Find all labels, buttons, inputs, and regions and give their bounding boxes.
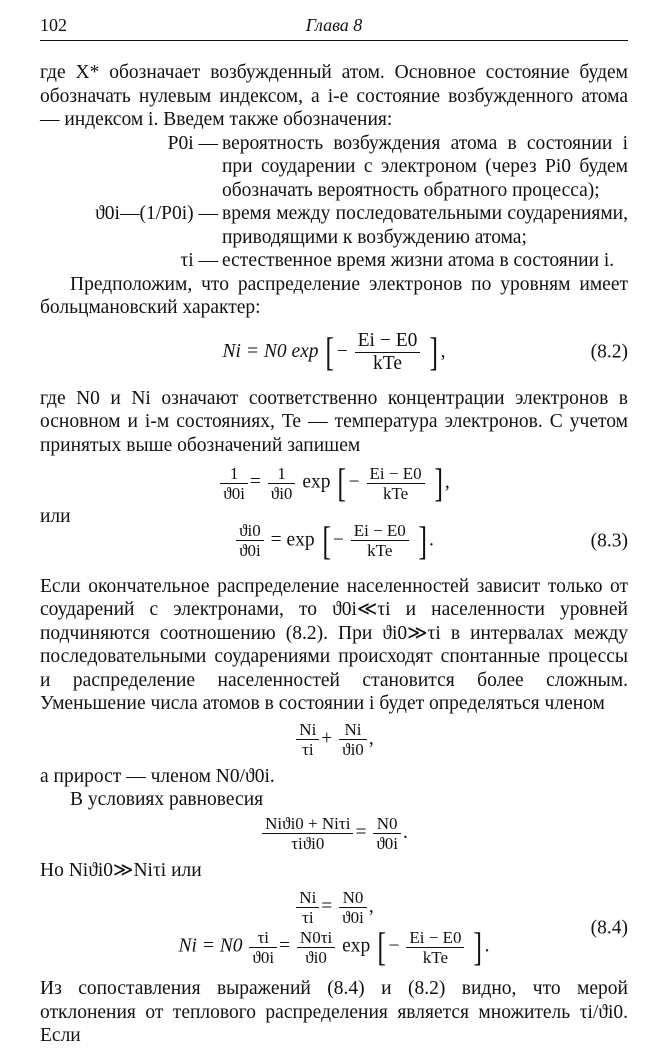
definition-text: естественное время жизни атома в состоянии i. (222, 250, 615, 271)
equation-number: (8.3) (590, 529, 628, 551)
fraction: $\frac{Ei - E0}{\text{kTe}}$ (406, 928, 464, 967)
equation-inverse-ratio: $\frac{1}{ϑ0i}$ = $\frac{1}{ϑi0}$ exp [ − $\frac{Ei - E0}{\text{kTe}}$ ] , (40, 463, 628, 503)
equation-8-4 (40, 888, 628, 967)
fraction: $\frac{ϑi0}{ϑ0i}$ (236, 521, 264, 560)
equation-line: Ni = N0 $\frac{\tau i}{ϑ0i}$ = $\frac{N0\tau i}{ϑi0}$ exp [ − $\frac{Ei - E0}{\text{kTe}}$ ] . (178, 924, 490, 969)
fraction: $\frac{Ei - E0}{\text{kTe}}$ (355, 330, 421, 375)
definition-term: τi — (180, 250, 218, 271)
definition-text: время между последовательными соударениями, приводящими к возбуждению атома; (222, 203, 628, 248)
equation-number: (8.2) (590, 341, 628, 363)
paragraph: где N0 и Ni означают соответственно концентрации электронов в основном и i-м состояниях, Te — температура электронов. С учетом принятых выше обозначений запишем (40, 387, 628, 456)
fraction: $\frac{N0\tau i}{ϑi0}$ (297, 928, 335, 967)
paragraph: где X* обозначает возбужденный атом. Основное состояние будем обозначать нулевым индексом, а i-е состояние возбужденного атома — индексом i. Введем также обозначения: (40, 62, 628, 130)
fraction: $\frac{Ni}{\tau i}$ (296, 720, 319, 759)
definition-term: P0i — (167, 132, 218, 154)
fraction: $\frac{Ei - E0}{\text{kTe}}$ (367, 464, 425, 503)
fraction: $\frac{1}{ϑi0}$ (268, 464, 296, 503)
paragraph: а прирост — членом N0/ϑ0i. (40, 765, 275, 787)
fraction: $\frac{Ei - E0}{\text{kTe}}$ (351, 521, 409, 560)
paragraph: В условиях равновесия (70, 789, 264, 810)
definition-term: ϑ0i—(1/P0i) — (95, 203, 218, 224)
equation-equilibrium: $\frac{\text{Niϑi0 + Niτi}}{\text{τiϑi0}}$ = $\frac{N0}{ϑ0i}$ . (40, 814, 628, 853)
definition-item (40, 202, 628, 249)
fraction: $\frac{Ni}{ϑi0}$ (339, 720, 367, 759)
fraction: $\frac{N0}{ϑ0i}$ (373, 814, 401, 853)
paragraph: Если окончательное распределение населенностей зависит только от соударений с электронами, то ϑ0i≪τi и населенности уровней подчиняются соотношению (8.2). При ϑi0≫τi в интервалах между последовательными соударениями происходят спонтанные процессы и распределение населенностей становится более сложным. Уменьшение числа атомов в состоянии i будет определяться членом (40, 575, 628, 714)
definition-item (40, 132, 628, 203)
fraction: $\frac{Ni}{\tau i}$ (296, 888, 319, 927)
page (40, 14, 628, 1048)
equation-8-3: $\frac{ϑi0}{ϑ0i}$ = exp [ − $\frac{Ei - E0}{\text{kTe}}$ ] . (8.3) (40, 521, 628, 561)
equation-line: $\frac{Ni}{\tau i}$ = $\frac{N0}{ϑ0i}$ , (40, 888, 628, 927)
fraction: $\frac{\tau i}{ϑ0i}$ (249, 928, 277, 967)
paragraph: Но Niϑi0≫Niτi или (40, 859, 202, 881)
page-body (40, 61, 628, 1048)
fraction: $\frac{N0}{ϑ0i}$ (339, 888, 367, 927)
paragraph: Предположим, что распределение электронов по уровням имеет больцмановский характер: (40, 273, 628, 318)
equation-decrease-term: $\frac{Ni}{\tau i}$ + $\frac{Ni}{ϑi0}$ , (40, 720, 628, 759)
definition-item (40, 249, 628, 273)
fraction: $\frac{1}{ϑ0i}$ (220, 464, 248, 503)
equation-8-2: Ni = N0 exp [ − $\frac{Ei - E0}{\text{kTe}}$ ] , (8.2) (222, 329, 628, 374)
equation-lhs: Ni = N0 exp (222, 340, 319, 362)
page-header (40, 14, 628, 41)
page-number: 102 (40, 15, 67, 35)
equation-number: (8.4) (590, 916, 628, 938)
fraction: $\frac{\text{Niϑi0 + Niτi}}{\text{τiϑi0}}$ (262, 814, 353, 853)
paragraph: Из сопоставления выражений (8.4) и (8.2) видно, что мерой отклонения от теплового распределения является множитель τi/ϑi0. Если (40, 978, 628, 1046)
definition-text: вероятность возбуждения атома в состоянии i при соударении с электроном (через Pi0 будем обозначать вероятность обратного процесса); (222, 132, 628, 201)
paragraph: или (40, 506, 71, 527)
chapter-title: Глава 8 (305, 15, 363, 35)
